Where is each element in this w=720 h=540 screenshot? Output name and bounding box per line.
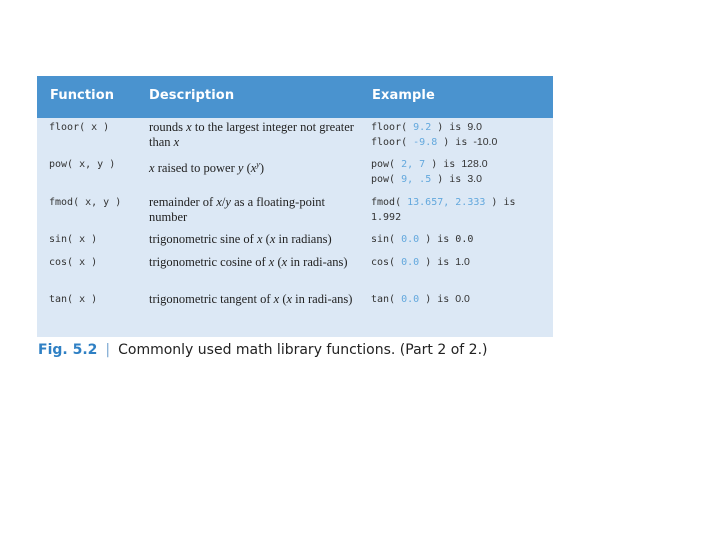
function-cell: tan( x ) (49, 294, 98, 305)
example-cell: cos( 0.0 ) is 1.0 (371, 256, 470, 268)
header-description: Description (149, 88, 235, 103)
description-cell: trigonometric sine of x (x in radians) (149, 232, 332, 246)
example-cell (371, 120, 551, 150)
figure-number: Fig. 5.2 (38, 342, 98, 358)
example-line: floor( -9.8 ) is -10.0 (371, 136, 498, 148)
description-cell: trigonometric cosine of x (x in radi-ans) (149, 255, 348, 269)
example-line: floor( 9.2 ) is 9.0 (371, 121, 482, 133)
function-cell: fmod( x, y ) (49, 197, 122, 208)
example-cell: tan( 0.0 ) is 0.0 (371, 293, 470, 305)
caption-separator: | (105, 342, 111, 358)
example-cell: sin( 0.0 ) is 0.0 (371, 234, 474, 245)
example-cell: fmod( 13.657, 2.333 ) is 1.992 (371, 197, 516, 223)
example-line: pow( 2, 7 ) is 128.0 (371, 158, 488, 170)
function-cell: cos( x ) (49, 257, 98, 268)
figure-caption (38, 342, 487, 358)
description-cell: x raised to power y $(x^y)$ (149, 160, 265, 176)
math-functions-table (37, 76, 553, 337)
table-header (37, 76, 553, 118)
function-cell: sin( x ) (49, 234, 98, 245)
function-cell: floor( x ) (49, 122, 110, 133)
example-cell (371, 157, 551, 187)
header-example: Example (372, 88, 435, 103)
description-cell: trigonometric tangent of x (x in radi-ans) (149, 292, 353, 306)
example-line: pow( 9, .5 ) is 3.0 (371, 173, 482, 185)
function-cell: pow( x, y ) (49, 159, 116, 170)
description-cell: remainder of x/y as a floating-point number (149, 195, 326, 224)
description-cell: rounds x to the largest integer not greater than x (149, 120, 354, 149)
caption-text: Commonly used math library functions. (Part 2 of 2.) (118, 342, 488, 358)
header-function: Function (50, 88, 115, 103)
